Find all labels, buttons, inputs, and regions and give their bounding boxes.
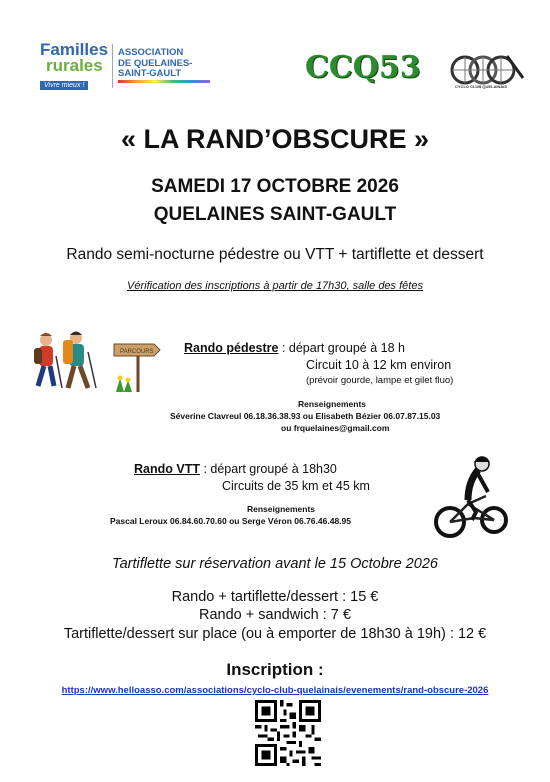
event-date: SAMEDI 17 OCTOBRE 2026	[151, 176, 399, 197]
hikers-icon	[30, 326, 162, 396]
vtt-circuits: Circuits de 35 km et 45 km	[222, 479, 370, 493]
familles-rurales-logo	[38, 40, 238, 96]
ccq-small-text: CYCLO CLUB QUELAINAIS	[455, 84, 507, 89]
pedestre-email: ou frquelaines@gmail.com	[281, 423, 390, 433]
price-2: Rando + sandwich : 7 €	[199, 607, 351, 623]
logo-divider	[112, 44, 113, 88]
familles-word: Familles	[40, 40, 109, 59]
ccq53-logo	[305, 46, 525, 94]
ccq53-text: CCQ53	[305, 50, 421, 85]
price-3: Tartiflette/dessert sur place (ou à emporter de 18h30 à 19h) : 12 €	[63, 626, 487, 642]
verification-note: Vérification des inscriptions à partir de 17h30, salle des fêtes	[127, 280, 423, 292]
sign-text: PARCOURS	[120, 349, 154, 355]
price-1: Rando + tartiflette/dessert : 15 €	[171, 589, 379, 605]
inscription-heading: Inscription :	[226, 660, 324, 679]
qr-code[interactable]	[255, 700, 321, 766]
event-place: QUELAINES SAINT-GAULT	[153, 204, 397, 225]
tartiflette-note: Tartiflette sur réservation avant le 15 Octobre 2026	[112, 556, 438, 572]
pedestre-circuit: Circuit 10 à 12 km environ	[306, 358, 452, 372]
familles-tagline: Vivre mieux !	[40, 81, 88, 90]
pedestre-departure: : départ groupé à 18 h	[278, 341, 405, 355]
event-title: « LA RAND’OBSCURE »	[120, 124, 430, 154]
vtt-label: Rando VTT	[134, 462, 200, 476]
pedestre-contacts: Séverine Clavreul 06.18.36.38.93 ou Elisabeth Bézier 06.07.87.15.03	[170, 411, 441, 421]
vtt-line-1	[134, 462, 337, 476]
cyclist-icon	[434, 452, 508, 542]
event-subtitle: Rando semi-nocturne pédestre ou VTT + tartiflette et dessert	[66, 246, 484, 263]
pedestre-line-1	[184, 341, 405, 355]
association-line-2: DE QUELAINES-	[118, 57, 193, 69]
rurales-word: rurales	[46, 56, 103, 75]
inscription-link[interactable]: https://www.helloasso.com/associations/cyclo-club-quelainais/evenements/rand-obscure-2026	[61, 685, 489, 696]
vtt-info-title: Renseignements	[247, 504, 316, 514]
pedestre-info-title: Renseignements	[298, 399, 367, 409]
vtt-departure: : départ groupé à 18h30	[199, 462, 337, 476]
association-line-1: ASSOCIATION	[118, 47, 184, 58]
vtt-contacts: Pascal Leroux 06.84.60.70.60 ou Serge Véron 06.76.46.48.95	[110, 516, 351, 526]
association-line-3: SAINT-GAULT	[118, 68, 182, 79]
rainbow-bar	[118, 80, 210, 83]
pedestre-equipment: (prévoir gourde, lampe et gilet fluo)	[306, 375, 454, 386]
pedestre-label: Rando pédestre	[184, 341, 279, 355]
